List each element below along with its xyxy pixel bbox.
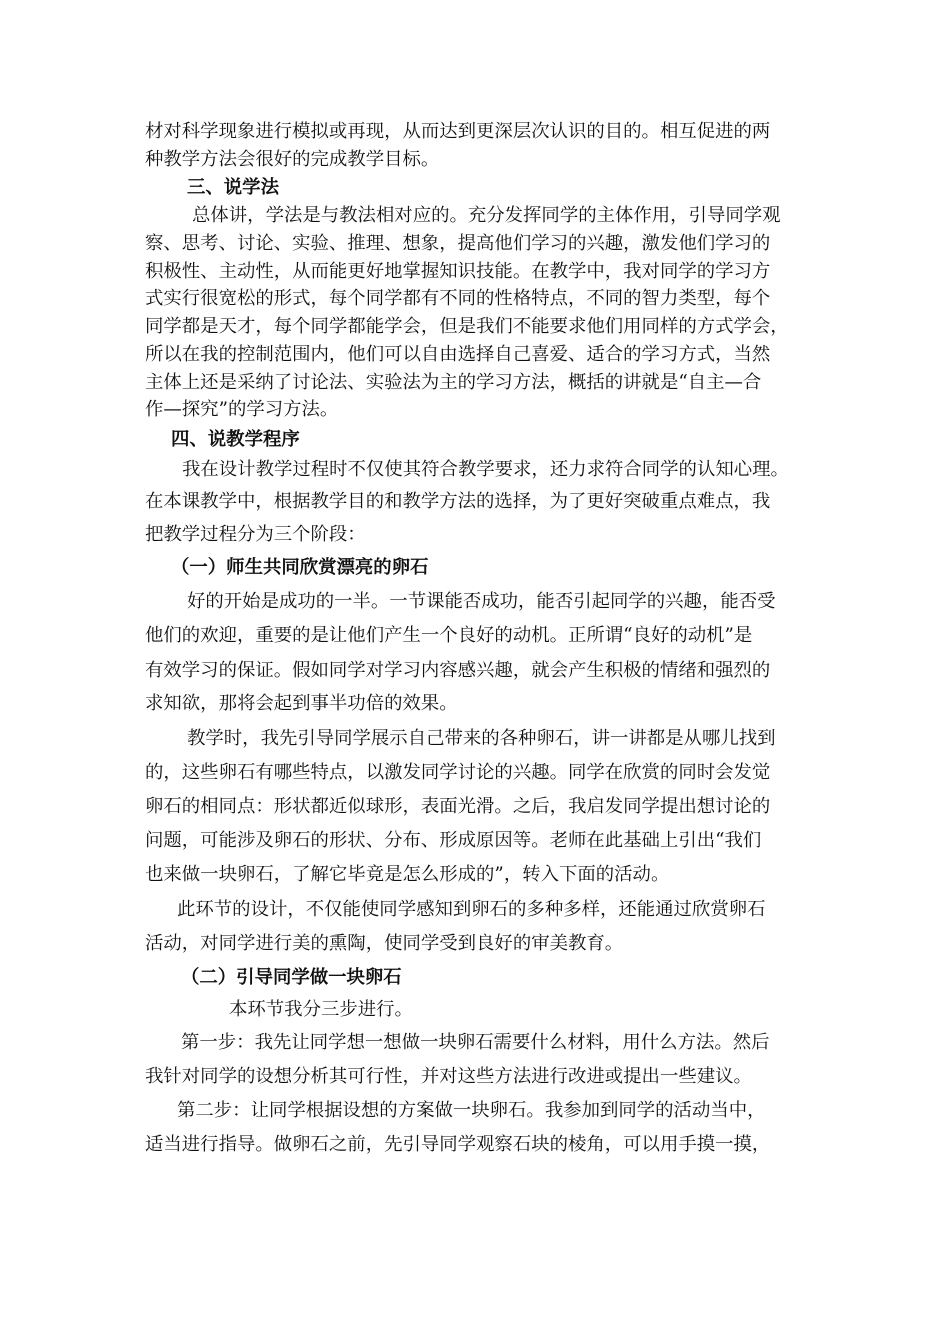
text-line: 积极性、主动性，从而能更好地掌握知识技能。在教学中，我对同学的学习方: [145, 261, 771, 282]
text-line: 活动，对同学进行美的熏陶，使同学受到良好的审美教育。: [145, 933, 624, 954]
text-line: 此环节的设计，不仅能使同学感知到卵石的多种多样，还能通过欣赏卵石: [177, 899, 766, 920]
text-line: 总体讲，学法是与教法相对应的。充分发挥同学的主体作用，引导同学观: [192, 205, 781, 226]
text-line: 主体上还是采纳了讨论法、实验法为主的学习方法，概括的讲就是“自主—合: [145, 372, 762, 393]
text-line: 同学都是天才，每个同学都能学会，但是我们不能要求他们用同样的方式学会，: [145, 316, 789, 337]
text-line: 教学时，我先引导同学展示自己带来的各种卵石，讲一讲都是从哪儿找到: [187, 728, 776, 749]
text-line: 也来做一块卵石，了解它毕竟是怎么形成的”，转入下面的活动。: [145, 864, 670, 885]
text-line: 好的开始是成功的一半。一节课能否成功，能否引起同学的兴趣，能否受: [187, 591, 776, 612]
text-line: 求知欲，那将会起到事半功倍的效果。: [145, 693, 458, 714]
text-line: 的，这些卵石有哪些特点，以激发同学讨论的兴趣。同学在欣赏的同时会发觉: [145, 762, 771, 783]
text-line: 材对科学现象进行模拟或再现，从而达到更深层次认识的目的。相互促进的两: [145, 121, 771, 142]
text-line: 把教学过程分为三个阶段：: [145, 524, 366, 545]
section-heading: 四、说教学程序: [171, 429, 300, 450]
text-line: 他们的欢迎，重要的是让他们产生一个良好的动机。正所谓“良好的动机”是: [145, 625, 753, 646]
text-line: 问题，可能涉及卵石的形状、分布、形成原因等。老师在此基础上引出“我们: [145, 830, 762, 851]
subsection-heading: （一）师生共同欣赏漂亮的卵石: [171, 557, 429, 578]
text-line: 第一步：我先让同学想一想做一块卵石需要什么材料，用什么方法。然后: [181, 1032, 770, 1053]
text-line: 适当进行指导。做卵石之前，先引导同学观察石块的棱角，可以用手摸一摸，: [145, 1134, 771, 1155]
text-line: 所以在我的控制范围内，他们可以自由选择自己喜爱、适合的学习方式，当然: [145, 344, 771, 365]
text-line: 在本课教学中，根据教学目的和教学方法的选择，为了更好突破重点难点，我: [145, 491, 771, 512]
text-line: 作—探究”的学习方法。: [145, 399, 339, 420]
text-line: 卵石的相同点：形状都近似球形，表面光滑。之后，我启发同学提出想讨论的: [145, 796, 771, 817]
text-line: 式实行很宽松的形式，每个同学都有不同的性格特点，不同的智力类型，每个: [145, 288, 771, 309]
text-line: 有效学习的保证。假如同学对学习内容感兴趣，就会产生积极的情绪和强烈的: [145, 660, 771, 681]
text-line: 第二步：让同学根据设想的方案做一块卵石。我参加到同学的活动当中，: [177, 1100, 766, 1121]
text-line: 本环节我分三步进行。: [229, 999, 413, 1020]
text-line: 我针对同学的设想分析其可行性，并对这些方法进行改进或提出一些建议。: [145, 1066, 752, 1087]
text-line: 我在设计教学过程时不仅使其符合教学要求，还力求符合同学的认知心理。: [182, 459, 789, 480]
text-line: 察、思考、讨论、实验、推理、想象，提高他们学习的兴趣，激发他们学习的: [145, 233, 771, 254]
subsection-heading: （二）引导同学做一块卵石: [181, 967, 402, 988]
section-heading: 三、说学法: [187, 177, 279, 198]
text-line: 种教学方法会很好的完成教学目标。: [145, 149, 440, 170]
